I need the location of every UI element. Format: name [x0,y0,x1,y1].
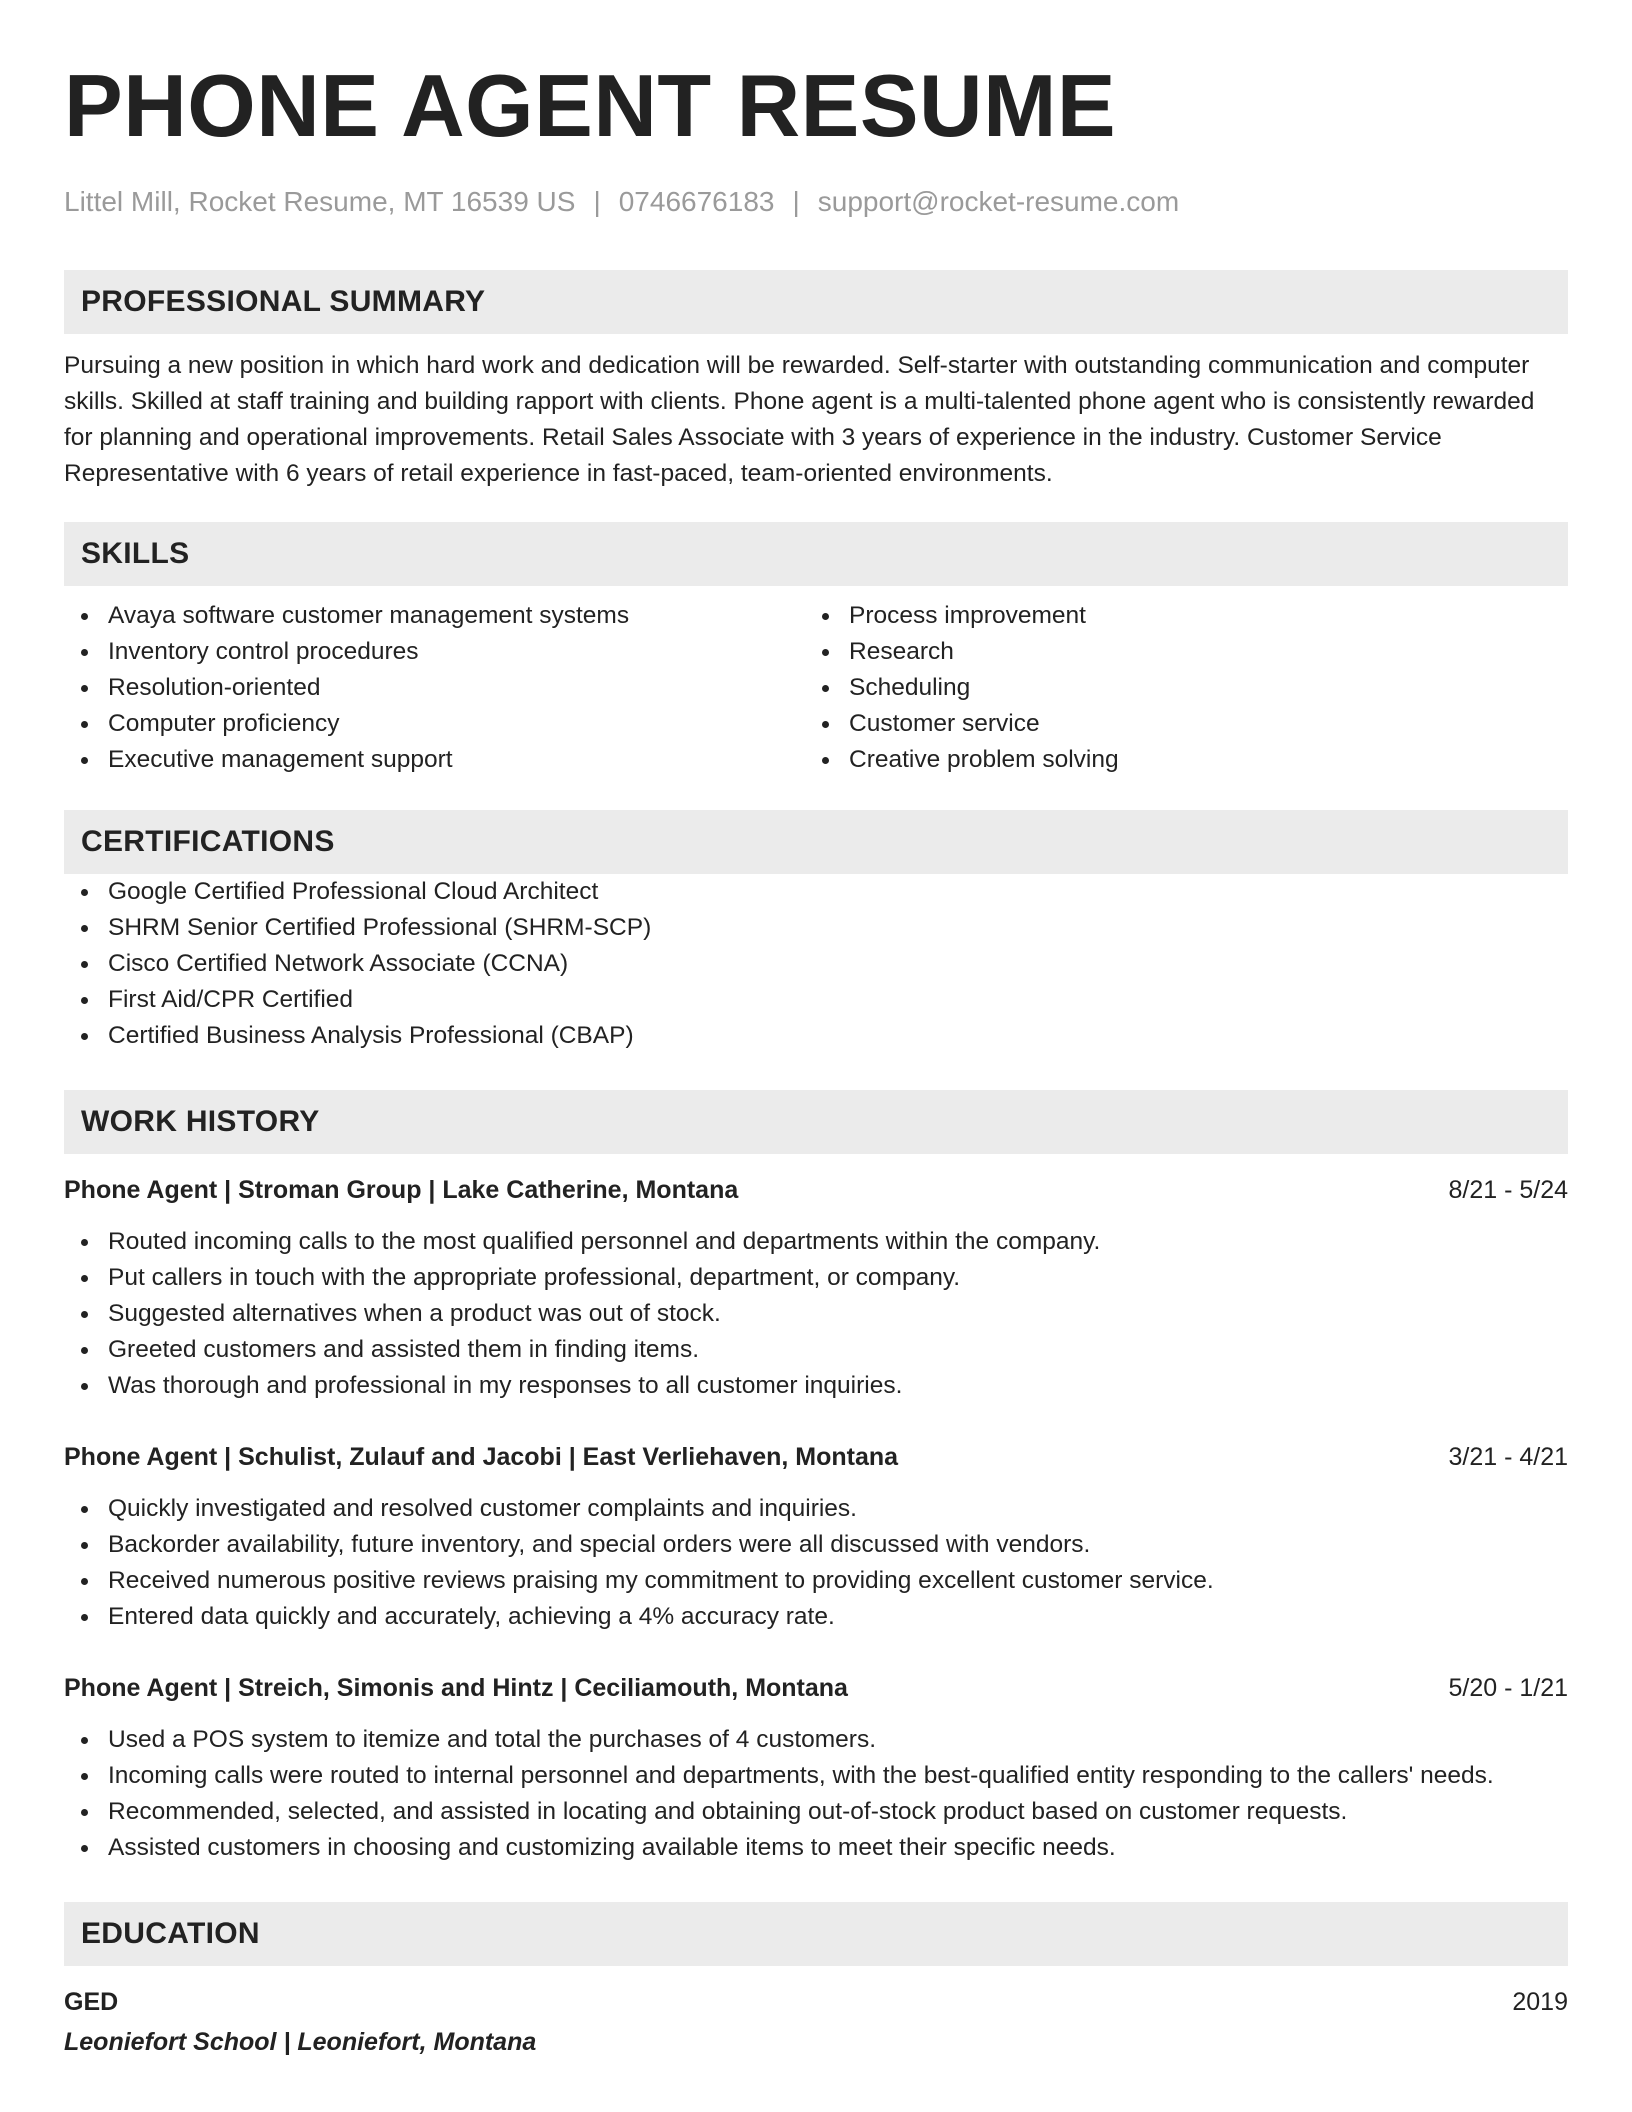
skills-grid [64,598,1568,778]
skill-item: Process improvement [805,598,1546,634]
skill-item: Resolution-oriented [64,670,805,706]
contact-separator: | [792,186,800,217]
contact-line [64,184,1568,220]
job-heading: Phone Agent | Schulist, Zulauf and Jacobi | East Verliehaven, Montana [64,1443,899,1471]
job-dates: 5/20 - 1/21 [1448,1674,1568,1702]
job-bullets [64,1224,1568,1404]
job-header [64,1670,1568,1706]
job-bullet: Incoming calls were routed to internal personnel and departments, with the best-qualified entity responding to the callers' needs. [64,1758,1568,1794]
skill-item: Scheduling [805,670,1546,706]
job-entry [64,1172,1568,1404]
certification-item: First Aid/CPR Certified [64,982,1568,1018]
job-entry [64,1670,1568,1866]
job-entry [64,1439,1568,1635]
skill-item: Avaya software customer management systems [64,598,805,634]
contact-email: support@rocket-resume.com [817,186,1180,217]
education-header [64,1984,1568,2020]
job-bullet: Entered data quickly and accurately, achieving a 4% accuracy rate. [64,1599,1568,1635]
section-header-professional-summary: PROFESSIONAL SUMMARY [64,270,1568,334]
job-bullet: Quickly investigated and resolved customer complaints and inquiries. [64,1491,1568,1527]
job-header [64,1172,1568,1208]
certification-item: Google Certified Professional Cloud Architect [64,874,1568,910]
section-header-work-history: WORK HISTORY [64,1090,1568,1154]
section-header-certifications: CERTIFICATIONS [64,810,1568,874]
section-header-education: EDUCATION [64,1902,1568,1966]
skill-item: Customer service [805,706,1546,742]
job-bullets [64,1491,1568,1635]
certification-item: Cisco Certified Network Associate (CCNA) [64,946,1568,982]
skills-column-right [805,598,1546,778]
job-bullet: Assisted customers in choosing and customizing available items to meet their specific needs. [64,1830,1568,1866]
skills-column-left [64,598,805,778]
skill-item: Research [805,634,1546,670]
job-bullet: Greeted customers and assisted them in finding items. [64,1332,1568,1368]
education-year: 2019 [1512,1988,1568,2016]
skill-item: Creative problem solving [805,742,1546,778]
job-bullet: Suggested alternatives when a product was out of stock. [64,1296,1568,1332]
education-degree: GED [64,1988,119,2016]
job-bullet: Backorder availability, future inventory, and special orders were all discussed with vendors. [64,1527,1568,1563]
skills-list-right [805,598,1546,778]
job-bullets [64,1722,1568,1866]
job-bullet: Received numerous positive reviews praising my commitment to providing excellent customer service. [64,1563,1568,1599]
job-dates: 3/21 - 4/21 [1448,1443,1568,1471]
contact-phone: 0746676183 [618,186,775,217]
job-header [64,1439,1568,1475]
summary-text: Pursuing a new position in which hard work and dedication will be rewarded. Self-starter with outstanding communication and computer skills. Skilled at staff training and building rapport with clients. Phone agent is a multi-talented phone agent who is consistently rewarded for planning and operational improvements. Retail Sales Associate with 3 years of experience in the industry. Customer Service Representative with 6 years of retail experience in fast-paced, team-oriented environments. [64,352,1535,487]
education-school: Leoniefort School | Leoniefort, Montana [64,2028,537,2056]
contact-separator: | [593,186,601,217]
skills-list-left [64,598,805,778]
certification-item: SHRM Senior Certified Professional (SHRM-SCP) [64,910,1568,946]
job-heading: Phone Agent | Streich, Simonis and Hintz | Ceciliamouth, Montana [64,1674,848,1702]
section-header-skills: SKILLS [64,522,1568,586]
certifications-list [64,874,1568,1054]
job-bullet: Was thorough and professional in my responses to all customer inquiries. [64,1368,1568,1404]
resume-title: PHONE AGENT RESUME [64,56,1117,155]
job-bullet: Recommended, selected, and assisted in locating and obtaining out-of-stock product based on customer requests. [64,1794,1568,1830]
skill-item: Executive management support [64,742,805,778]
job-heading: Phone Agent | Stroman Group | Lake Catherine, Montana [64,1176,739,1204]
education-entry [64,1984,1568,2060]
skill-item: Inventory control procedures [64,634,805,670]
job-bullet: Put callers in touch with the appropriate professional, department, or company. [64,1260,1568,1296]
job-bullet: Used a POS system to itemize and total the purchases of 4 customers. [64,1722,1568,1758]
job-bullet: Routed incoming calls to the most qualified personnel and departments within the company. [64,1224,1568,1260]
skill-item: Computer proficiency [64,706,805,742]
contact-address: Littel Mill, Rocket Resume, MT 16539 US [64,186,576,217]
certification-item: Certified Business Analysis Professional (CBAP) [64,1018,1568,1054]
job-dates: 8/21 - 5/24 [1448,1176,1568,1204]
